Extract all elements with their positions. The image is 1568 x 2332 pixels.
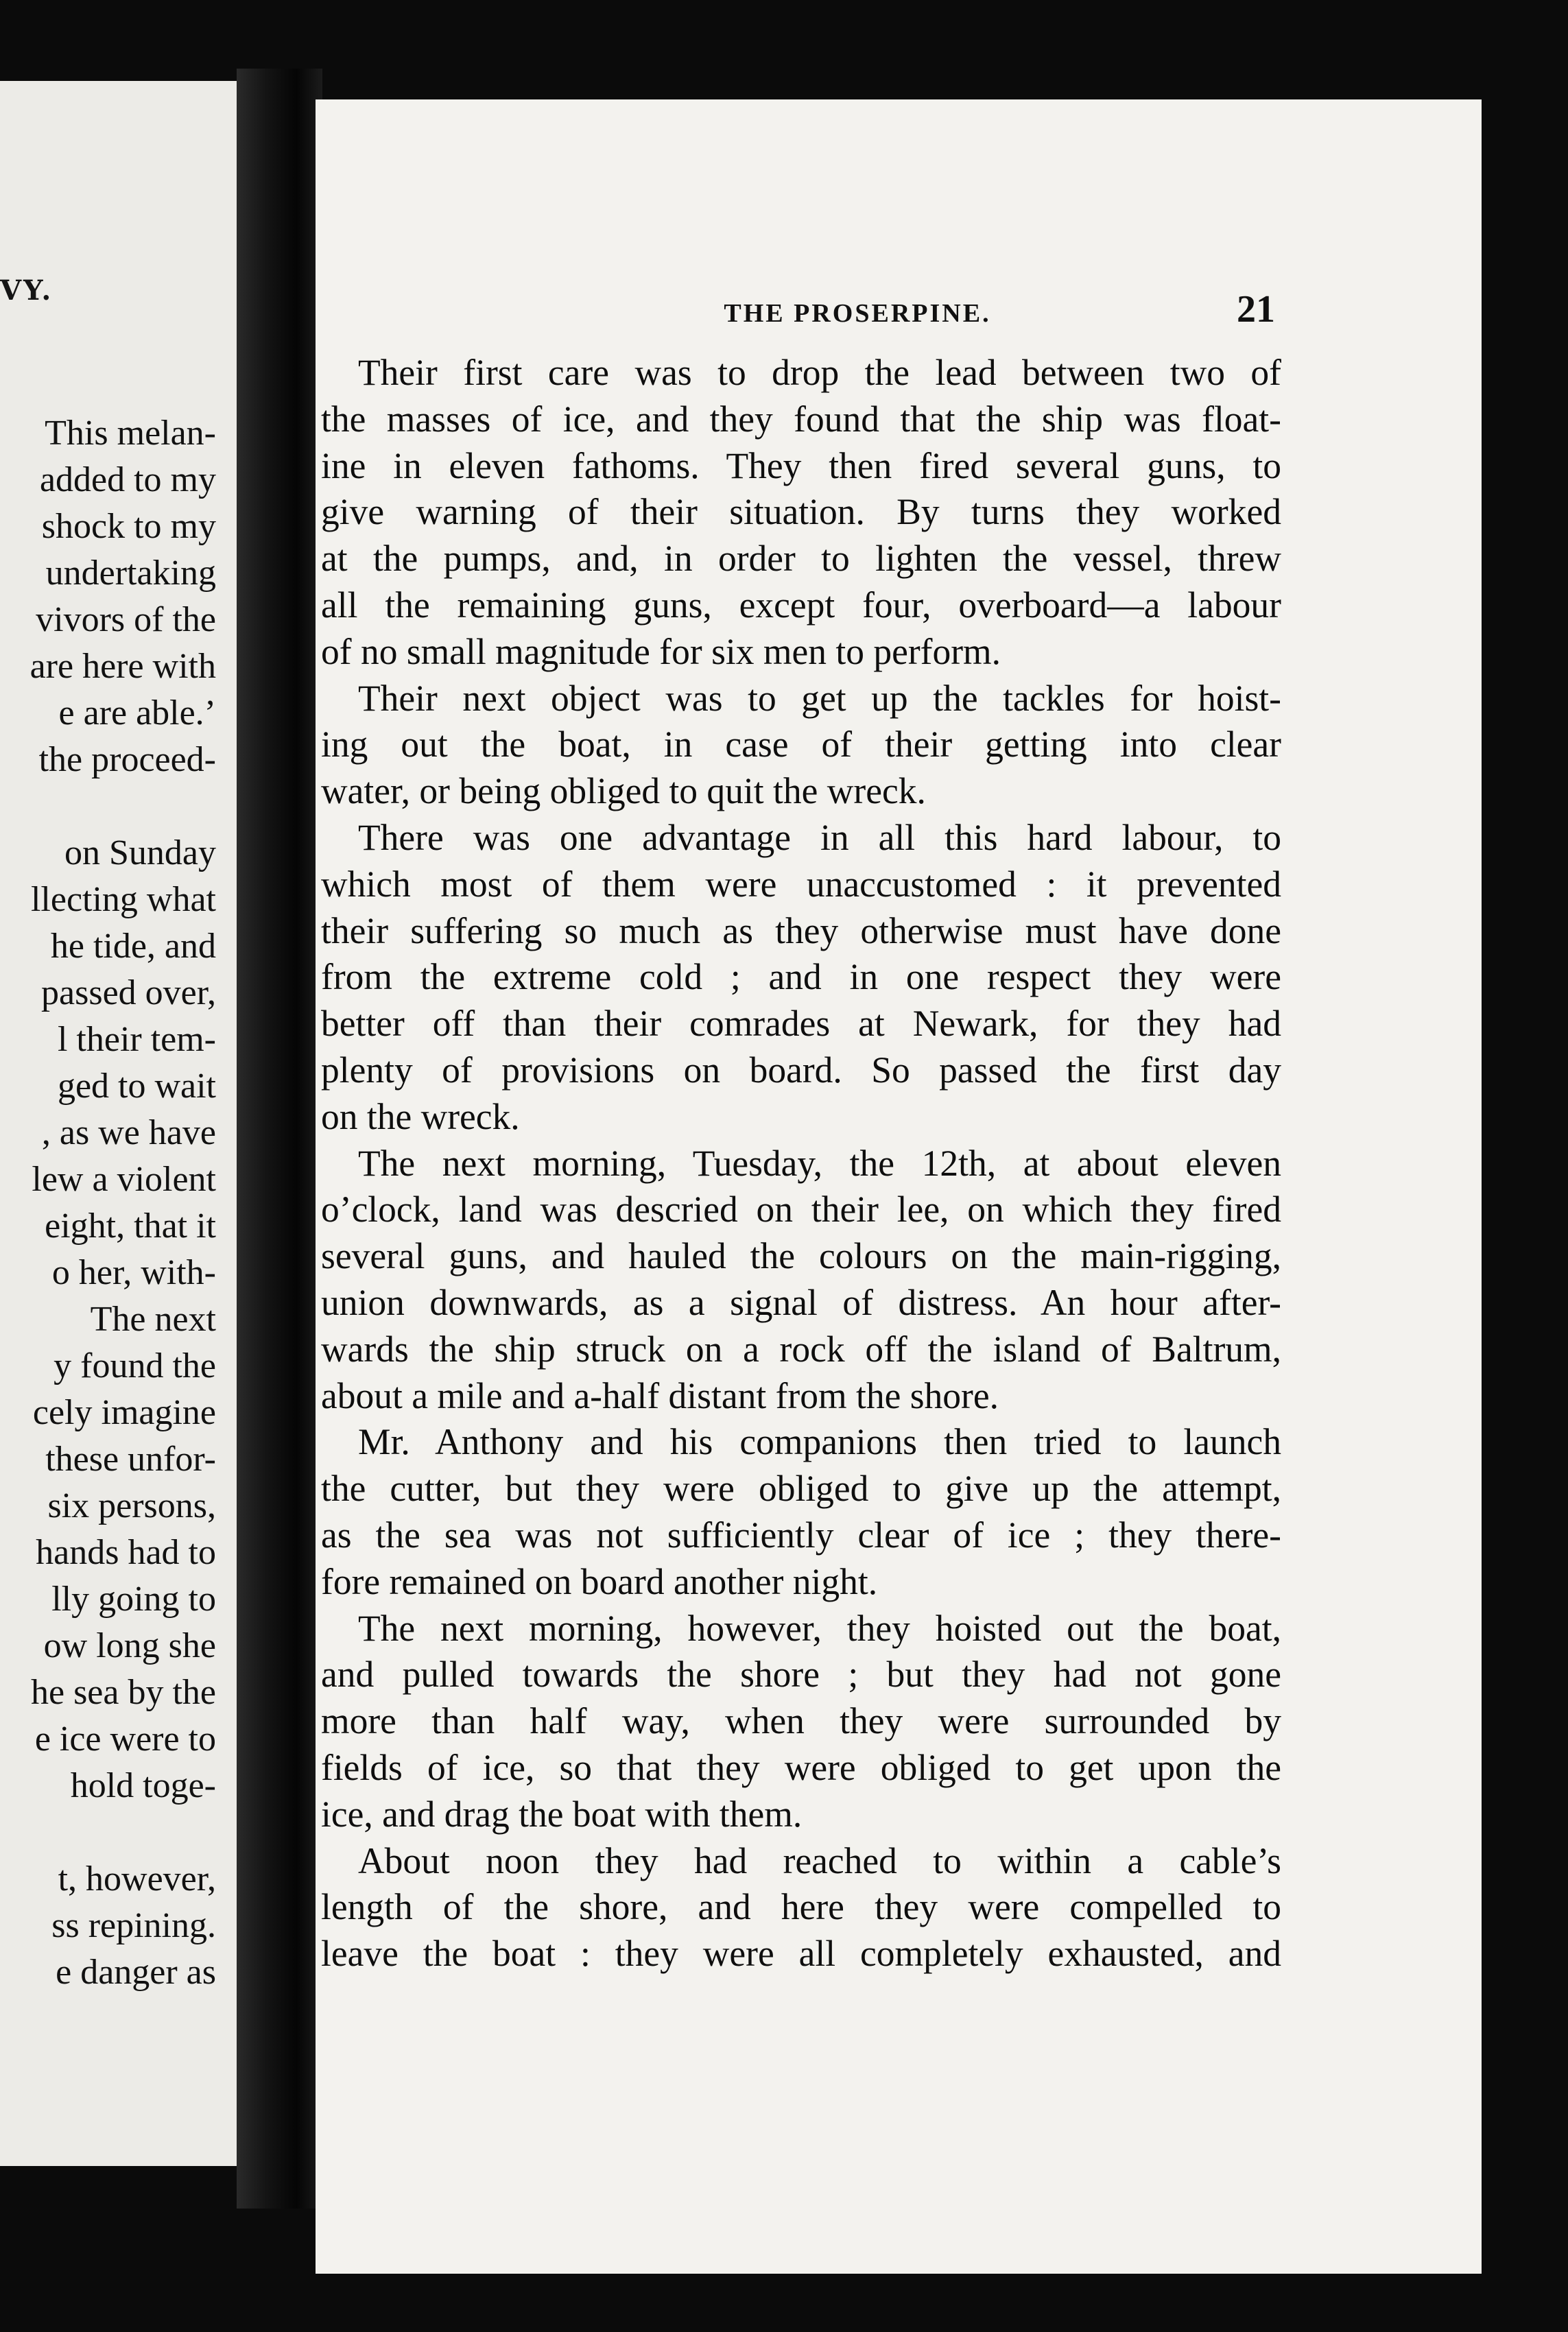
left-text-line: llecting what: [30, 880, 216, 919]
left-text-line: ss repining.: [51, 1906, 216, 1945]
left-text-line: undertaking: [45, 554, 216, 593]
page-number: 21: [1237, 288, 1275, 331]
left-text-line: hold toge-: [70, 1766, 216, 1805]
left-text-line: , as we have: [41, 1113, 216, 1152]
left-text-line: the proceed-: [38, 740, 216, 779]
left-text-line: ged to wait: [57, 1067, 216, 1106]
text-line: the masses of ice, and they found that the ship was float-: [321, 398, 1281, 440]
text-line: their suffering so much as they otherwise must have done: [321, 909, 1281, 951]
left-text-line: shock to my: [41, 507, 216, 546]
text-line: plenty of provisions on board. So passed the first day: [321, 1049, 1281, 1091]
text-line: Their first care was to drop the lead between two of: [358, 352, 1281, 393]
text-line: ine in eleven fathoms. They then fired several guns, to: [321, 444, 1281, 486]
text-line: at the pumps, and, in order to lighten the vessel, threw: [321, 538, 1281, 580]
right-page: [316, 99, 1482, 2274]
text-line: The next morning, however, they hoisted out the boat,: [358, 1607, 1281, 1649]
left-text-line: t, however,: [58, 1859, 216, 1899]
running-title: THE PROSERPINE.: [724, 299, 991, 328]
left-text-line: are here with: [29, 647, 216, 686]
left-running-head: VY.: [0, 274, 54, 307]
text-line: ing out the boat, in case of their getting into clear: [321, 724, 1281, 765]
text-line: About noon they had reached to within a cable’s: [358, 1840, 1281, 1881]
left-text-line: eight, that it: [45, 1206, 216, 1246]
text-line: length of the shore, and here they were compelled to: [321, 1886, 1281, 1928]
book-gutter-shadow: [237, 69, 322, 2209]
left-facing-page: [0, 81, 237, 2166]
left-text-line: o her, with-: [51, 1253, 216, 1292]
left-text-line: he sea by the: [30, 1673, 216, 1712]
text-line: water, or being obliged to quit the wreck.: [321, 770, 926, 812]
left-text-line: lew a violent: [32, 1160, 216, 1199]
left-page-text: [0, 410, 216, 1996]
running-head: [316, 279, 1276, 334]
text-line: leave the boat : they were all completely exhausted, and: [321, 1933, 1281, 1975]
left-text-line: lly going to: [51, 1580, 216, 1619]
left-text-line: y found the: [54, 1346, 216, 1385]
left-text-line: [0, 783, 216, 830]
body-text: [321, 350, 1281, 1977]
text-line: of no small magnitude for six men to perform.: [321, 630, 1001, 672]
left-text-line: l their tem-: [57, 1020, 216, 1059]
text-line: wards the ship struck on a rock off the island of Baltrum,: [321, 1328, 1281, 1370]
text-line: and pulled towards the shore ; but they had not gone: [321, 1654, 1281, 1696]
left-text-line: cely imagine: [32, 1393, 216, 1432]
left-text-line: [0, 1809, 216, 1856]
text-line: all the remaining guns, except four, overboard—a labour: [321, 584, 1281, 626]
left-text-line: he tide, and: [50, 927, 216, 966]
left-text-line: hands had to: [36, 1533, 216, 1572]
text-line: about a mile and a-half distant from the shore.: [321, 1375, 999, 1416]
text-line: The next morning, Tuesday, the 12th, at about eleven: [358, 1142, 1281, 1184]
text-line: from the extreme cold ; and in one respect they were: [321, 956, 1281, 998]
text-line: more than half way, when they were surrounded by: [321, 1700, 1281, 1742]
scan-bottom-edge: [0, 2274, 1568, 2332]
left-text-line: e ice were to: [34, 1720, 216, 1759]
text-line: Mr. Anthony and his companions then tried to launch: [358, 1421, 1281, 1463]
text-line: fore remained on board another night.: [321, 1560, 878, 1602]
text-line: several guns, and hauled the colours on the main-rigging,: [321, 1235, 1281, 1277]
left-text-line: passed over,: [41, 973, 216, 1012]
text-line: fields of ice, so that they were obliged to get upon the: [321, 1746, 1281, 1788]
left-text-line: vivors of the: [36, 600, 216, 639]
text-line: There was one advantage in all this hard labour, to: [358, 816, 1281, 858]
text-line: Their next object was to get up the tackles for hoist-: [358, 677, 1281, 719]
left-text-line: added to my: [39, 460, 216, 499]
left-text-line: The next: [90, 1300, 216, 1339]
text-line: the cutter, but they were obliged to give up the attempt,: [321, 1468, 1281, 1510]
left-text-line: This melan-: [45, 414, 216, 453]
text-line: union downwards, as a signal of distress. An hour after-: [321, 1281, 1281, 1323]
text-line: o’clock, land was descried on their lee, on which they fired: [321, 1189, 1281, 1230]
left-text-line: six persons,: [47, 1486, 216, 1525]
left-text-line: on Sunday: [64, 833, 216, 872]
text-line: ice, and drag the boat with them.: [321, 1793, 803, 1835]
text-line: on the wreck.: [321, 1095, 520, 1137]
text-line: give warning of their situation. By turns they worked: [321, 491, 1281, 533]
text-line: as the sea was not sufficiently clear of ice ; they there-: [321, 1514, 1281, 1556]
text-line: which most of them were unaccustomed : it prevented: [321, 863, 1281, 905]
left-text-line: e are able.’: [58, 693, 216, 733]
left-text-line: e danger as: [56, 1953, 216, 1992]
left-text-line: these unfor-: [45, 1440, 216, 1479]
text-line: better off than their comrades at Newark, for they had: [321, 1003, 1281, 1045]
left-text-line: ow long she: [43, 1626, 216, 1665]
